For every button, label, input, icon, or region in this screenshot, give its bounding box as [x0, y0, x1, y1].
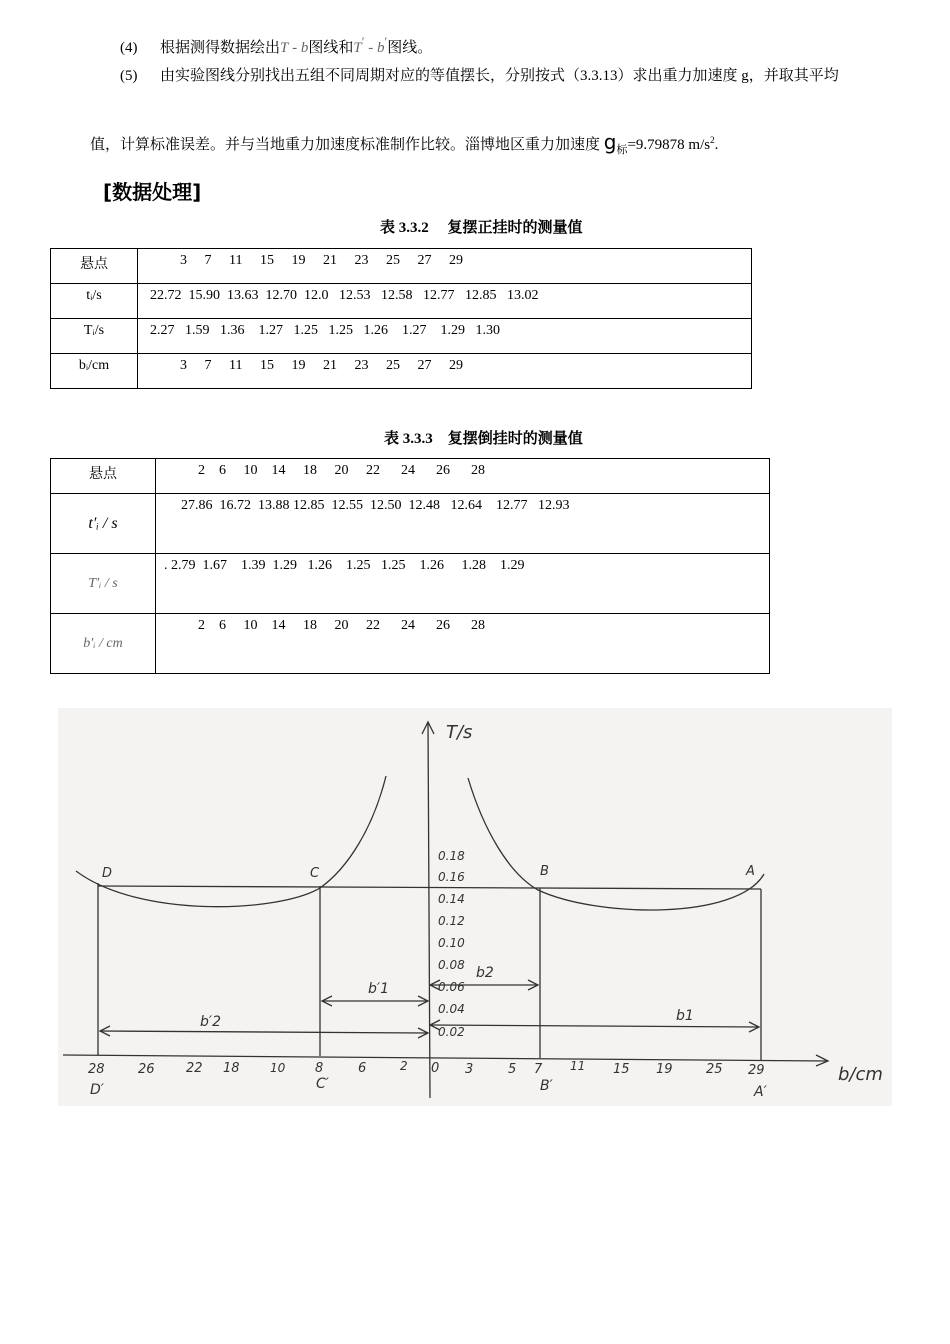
table-row — [51, 459, 770, 494]
foot-label-A: A′ — [754, 1084, 767, 1100]
y-tick: 0.06 — [438, 980, 465, 994]
segment-label-b1-prime: b′1 — [368, 981, 389, 997]
x-axis-label: b/cm — [838, 1064, 883, 1085]
y-tick: 0.10 — [438, 936, 465, 950]
x-tick: 0 — [431, 1061, 440, 1076]
point-label-A: A — [746, 864, 755, 879]
table1 — [50, 248, 752, 389]
x-tick: 6 — [358, 1061, 367, 1076]
table-row — [51, 354, 752, 389]
row-values: 3 7 11 15 19 21 23 25 27 29 — [138, 354, 752, 389]
row-label: 悬点 — [51, 249, 138, 284]
sentence-end: . — [714, 137, 719, 153]
x-tick: 26 — [138, 1062, 155, 1077]
x-tick: 18 — [223, 1061, 240, 1076]
segment-label-b2-prime: b′2 — [200, 1014, 221, 1030]
table1-caption: 表 3.3.2 复摆正挂时的测量值 — [380, 220, 583, 236]
gravity-subscript: 标 — [616, 144, 628, 156]
x-tick: 7 — [534, 1062, 543, 1077]
y-axis-label: T/s — [446, 722, 473, 743]
segment-label-b1: b1 — [676, 1008, 694, 1024]
table2 — [50, 458, 770, 674]
table-row — [51, 284, 752, 319]
row-label: T′ᵢ / s — [51, 554, 156, 614]
row-label: 悬点 — [51, 459, 156, 494]
y-tick: 0.16 — [438, 870, 465, 884]
row-values: 2 6 10 14 18 20 22 24 26 28 — [156, 614, 770, 674]
row-values: 2.27 1.59 1.36 1.27 1.25 1.25 1.26 1.27 1.29 1.30 — [138, 319, 752, 354]
var-b-prime: b — [376, 40, 385, 56]
point-label-D: D — [102, 866, 113, 881]
x-tick: 11 — [570, 1059, 586, 1073]
table-row — [51, 319, 752, 354]
foot-label-D: D′ — [90, 1082, 104, 1098]
var-b: b — [300, 40, 309, 56]
x-axis — [63, 1055, 828, 1061]
table-row — [51, 554, 770, 614]
table-row — [51, 494, 770, 554]
x-tick: 2 — [400, 1059, 408, 1073]
x-tick: 25 — [706, 1062, 723, 1077]
row-label: t′ᵢ / s — [51, 494, 156, 554]
table2-caption: 表 3.3.3 复摆倒挂时的测量值 — [384, 431, 583, 447]
step-4 — [120, 32, 432, 58]
x-tick: 19 — [656, 1062, 673, 1077]
step-text-end: 图线。 — [387, 40, 433, 56]
y-tick: 0.14 — [438, 892, 465, 906]
x-tick: 8 — [315, 1061, 324, 1076]
row-values: . 2.79 1.67 1.39 1.29 1.26 1.25 1.25 1.26 1.28 1.29 — [156, 554, 770, 614]
row-values: 27.86 16.72 13.88 12.85 12.55 12.50 12.48 12.64 12.77 12.93 — [156, 494, 770, 554]
x-tick: 5 — [508, 1062, 517, 1077]
foot-label-B: B′ — [540, 1078, 553, 1094]
dash: - — [288, 40, 301, 56]
dash: - — [364, 40, 377, 56]
x-tick: 15 — [613, 1062, 630, 1077]
step-number: (5) — [120, 68, 138, 84]
step-number: (4) — [120, 40, 138, 56]
row-values: 3 7 11 15 19 21 23 25 27 29 — [138, 249, 752, 284]
gravity-symbol: g — [603, 130, 617, 154]
row-label: tᵢ/s — [51, 284, 138, 319]
y-axis — [428, 722, 430, 1098]
row-label: bᵢ/cm — [51, 354, 138, 389]
row-label: Tᵢ/s — [51, 319, 138, 354]
hand-drawn-graph — [58, 708, 892, 1106]
point-label-B: B — [540, 864, 549, 879]
y-tick: 0.02 — [438, 1025, 465, 1039]
step-5 — [120, 66, 839, 86]
right-curve — [468, 778, 764, 910]
unit-exponent: 2 — [710, 135, 715, 145]
row-values: 22.72 15.90 13.63 12.70 12.0 12.53 12.58 12.77 12.85 13.02 — [138, 284, 752, 319]
x-tick: 29 — [748, 1063, 765, 1078]
foot-label-C: C′ — [316, 1076, 329, 1092]
segment-label-b2: b2 — [476, 965, 494, 981]
segment-b2-prime — [100, 1031, 428, 1033]
graph-svg — [58, 708, 892, 1106]
x-tick: 22 — [186, 1061, 203, 1076]
x-tick: 10 — [270, 1061, 286, 1075]
x-tick: 3 — [465, 1062, 474, 1077]
prime-mark: ′ — [384, 35, 388, 49]
step-text: 由实验图线分别找出五组不同周期对应的等值摆长，分别按式（3.3.13）求出重力加速度 g，并取其平均 — [160, 68, 839, 84]
x-tick: 28 — [88, 1062, 105, 1077]
segment-b1 — [430, 1025, 759, 1027]
y-tick: 0.04 — [438, 1002, 465, 1016]
continuation-line — [90, 130, 718, 157]
table-row — [51, 614, 770, 674]
row-label: b′ᵢ / cm — [51, 614, 156, 674]
y-tick: 0.18 — [438, 849, 465, 863]
table-row — [51, 249, 752, 284]
prime-mark: ′ — [361, 35, 365, 49]
gravity-value: =9.79878 m/s — [627, 137, 711, 153]
section-title: [数据处理] — [103, 180, 202, 204]
var-T-prime: T — [353, 40, 362, 56]
row-values: 2 6 10 14 18 20 22 24 26 28 — [156, 459, 770, 494]
var-T: T — [280, 40, 289, 56]
continuation-text: 值，计算标准误差。并与当地重力加速度标准制作比较。淄博地区重力加速度 — [90, 137, 604, 153]
step-text-mid: 图线和 — [308, 40, 354, 56]
point-label-C: C — [310, 866, 320, 881]
step-text: 根据测得数据绘出 — [160, 40, 281, 56]
y-tick: 0.12 — [438, 914, 465, 928]
y-tick: 0.08 — [438, 958, 465, 972]
